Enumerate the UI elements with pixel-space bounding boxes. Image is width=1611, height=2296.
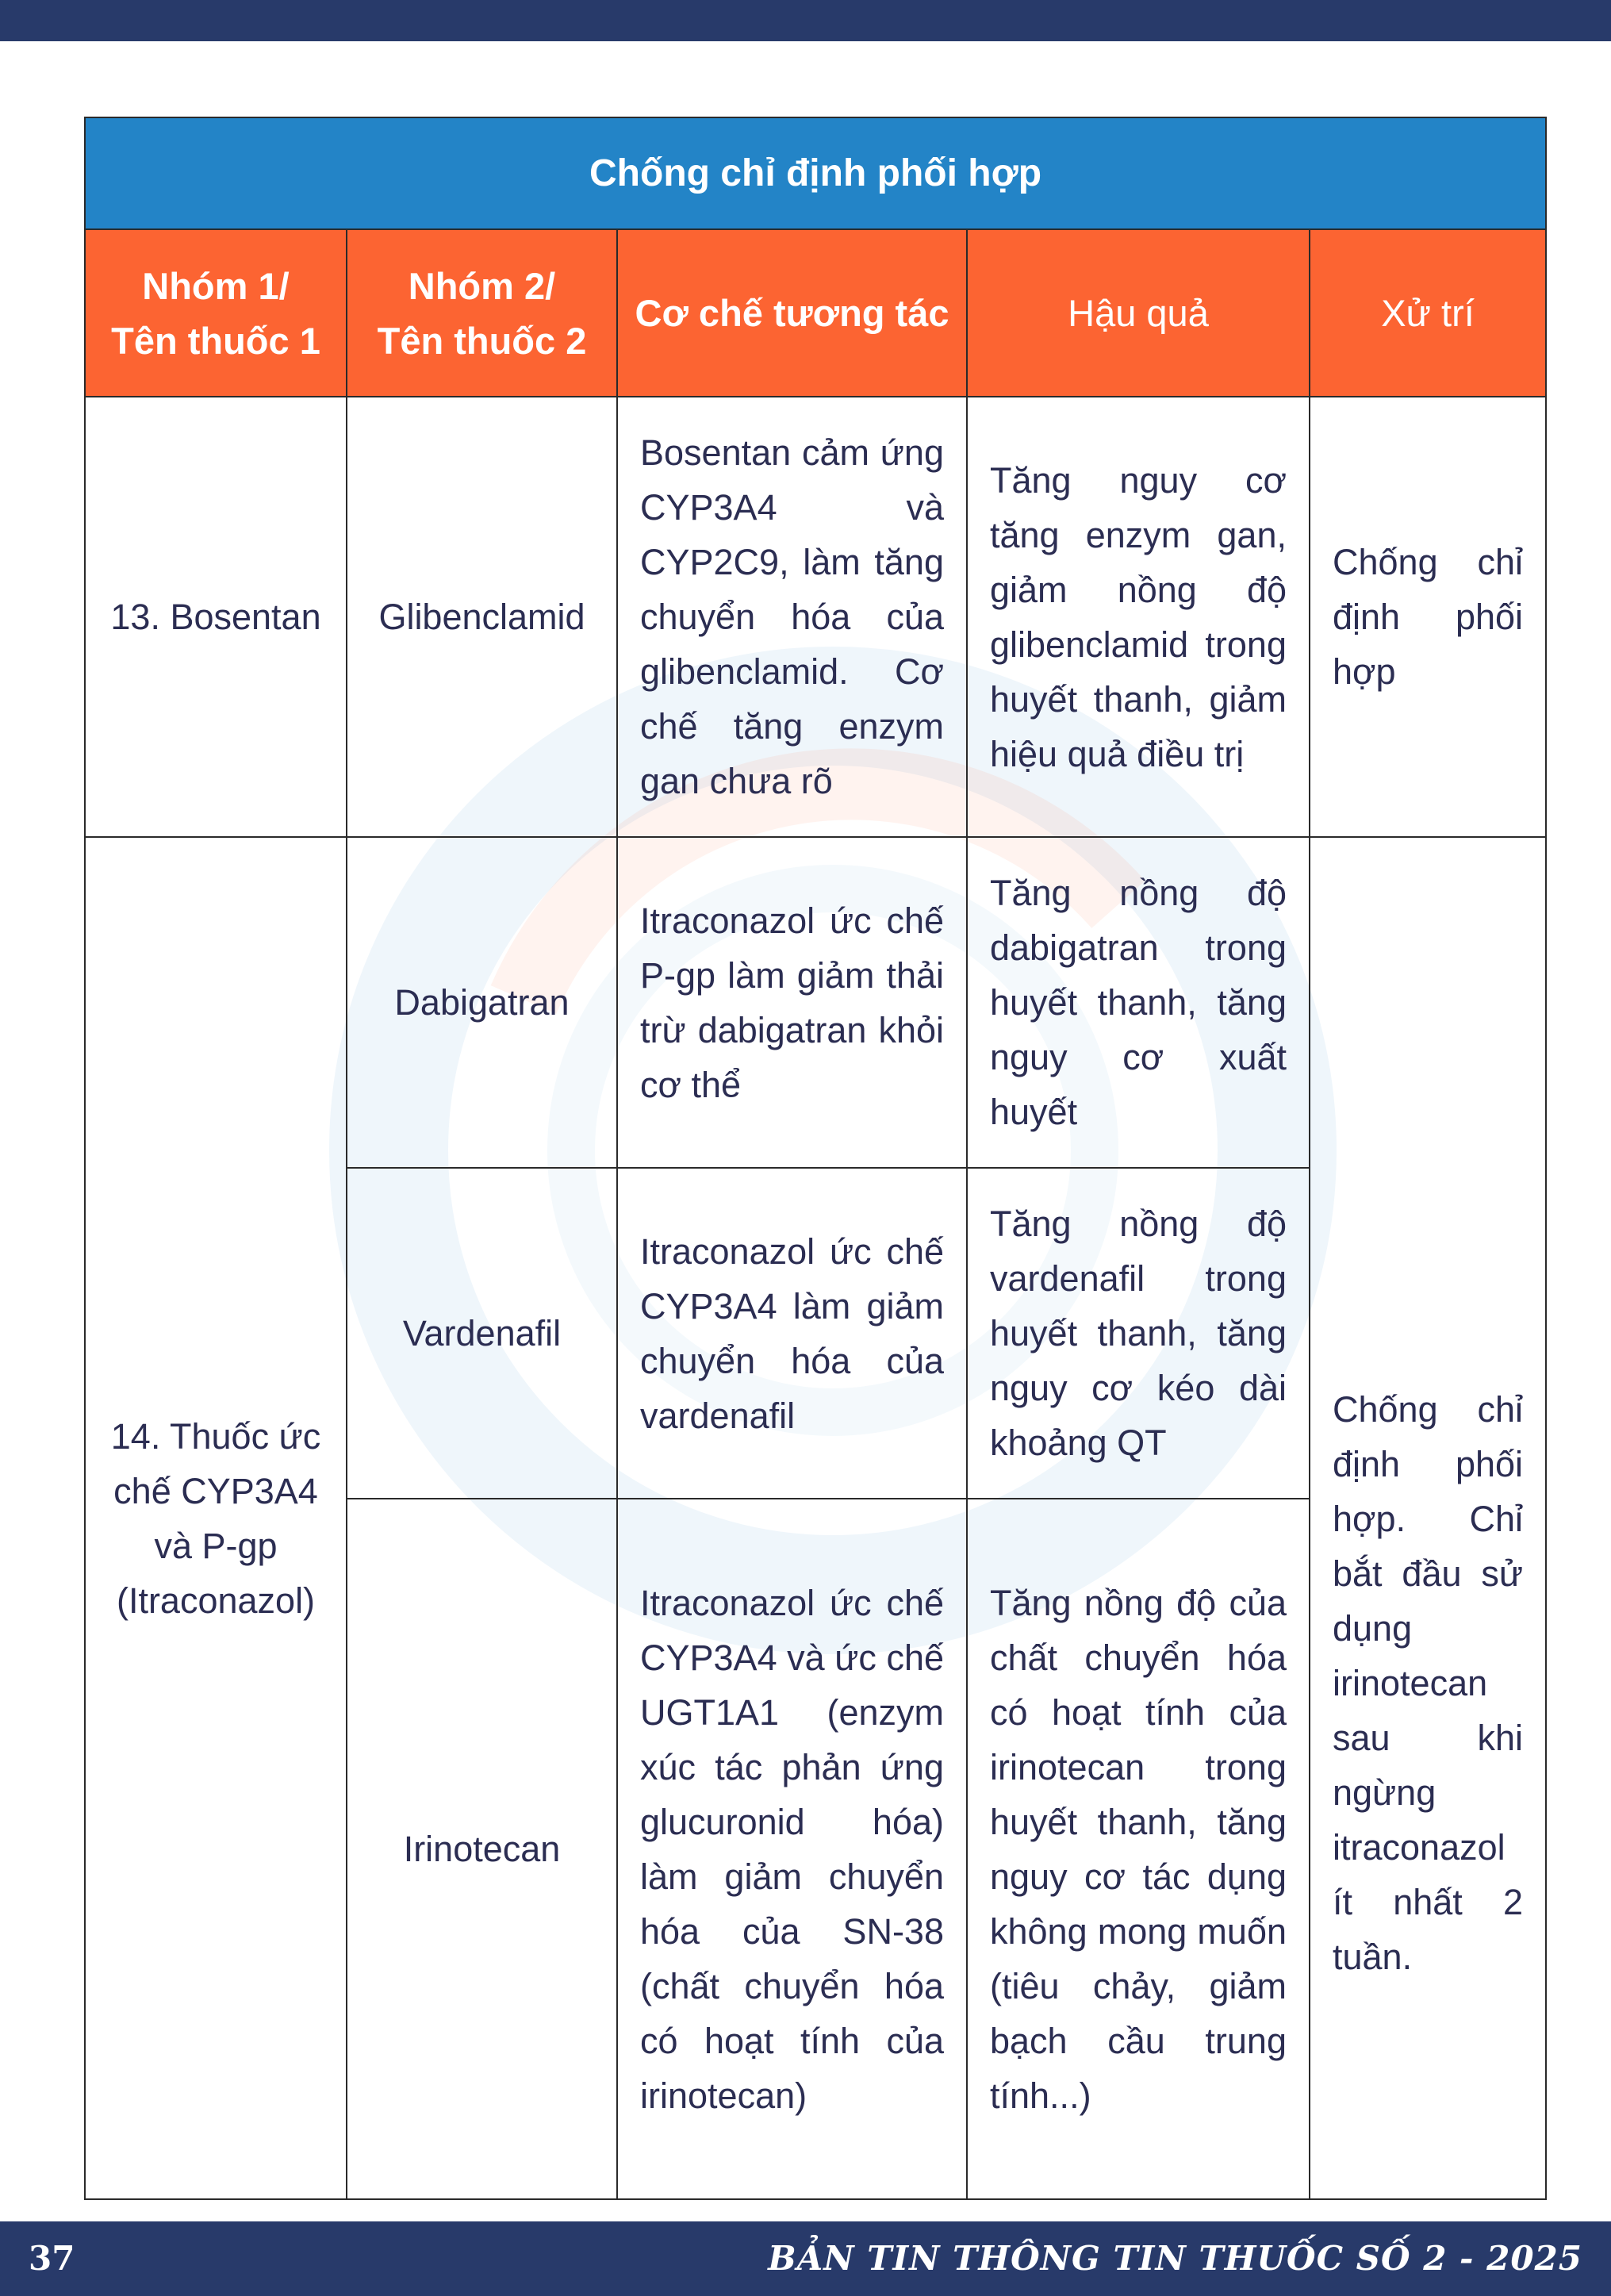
row3-group2: Vardenafil bbox=[347, 1168, 617, 1499]
row2-consequence: Tăng nồng độ dabigatran trong huyết thanh, tăng nguy cơ xuất huyết bbox=[967, 837, 1310, 1168]
row4-consequence: Tăng nồng độ của chất chuyển hóa có hoạt tính của irinotecan trong huyết thanh, tăng nguy cơ tác dụng không mong muốn (tiêu chảy, giảm bạch cầu trung tính...) bbox=[967, 1499, 1310, 2199]
header-group2-line1: Nhóm 2/ bbox=[408, 264, 556, 307]
table-row bbox=[85, 397, 1546, 837]
table-title: Chống chỉ định phối hợp bbox=[85, 117, 1546, 229]
row4-group2: Irinotecan bbox=[347, 1499, 617, 2199]
footer-bar bbox=[0, 2221, 1611, 2296]
row1-management: Chống chỉ định phối hợp bbox=[1310, 397, 1546, 837]
row1-group1: 13. Bosentan bbox=[85, 397, 347, 837]
page-number: 37 bbox=[29, 2239, 75, 2278]
header-group2 bbox=[347, 229, 617, 397]
row1-consequence: Tăng nguy cơ tăng enzym gan, giảm nồng độ glibenclamid trong huyết thanh, giảm hiệu quả điều trị bbox=[967, 397, 1310, 837]
row3-consequence: Tăng nồng độ vardenafil trong huyết thanh, tăng nguy cơ kéo dài khoảng QT bbox=[967, 1168, 1310, 1499]
row1-group2: Glibenclamid bbox=[347, 397, 617, 837]
header-group1-line1: Nhóm 1/ bbox=[142, 264, 290, 307]
row2-group1: 14. Thuốc ức chế CYP3A4 và P-gp (Itraconazol) bbox=[85, 837, 347, 2199]
row3-mechanism: Itraconazol ức chế CYP3A4 làm giảm chuyển hóa của vardenafil bbox=[617, 1168, 967, 1499]
bulletin-title: BẢN TIN THÔNG TIN THUỐC SỐ 2 - 2025 bbox=[768, 2239, 1582, 2278]
row2-group2: Dabigatran bbox=[347, 837, 617, 1168]
header-group1 bbox=[85, 229, 347, 397]
row3-management: Chống chỉ định phối hợp. Chỉ bắt đầu sử dụng irinotecan sau khi ngừng itraconazol ít nhất 2 tuần. bbox=[1310, 1168, 1546, 2199]
row1-mechanism: Bosentan cảm ứng CYP3A4 và CYP2C9, làm tăng chuyển hóa của glibenclamid. Cơ chế tăng enzym gan chưa rõ bbox=[617, 397, 967, 837]
header-consequence: Hậu quả bbox=[967, 229, 1310, 397]
header-mechanism: Cơ chế tương tác bbox=[617, 229, 967, 397]
header-group2-line2: Tên thuốc 2 bbox=[377, 319, 587, 362]
interaction-table bbox=[84, 117, 1547, 2200]
header-group1-line2: Tên thuốc 1 bbox=[111, 319, 320, 362]
top-banner bbox=[0, 0, 1611, 41]
row2-mechanism: Itraconazol ức chế P-gp làm giảm thải trừ dabigatran khỏi cơ thể bbox=[617, 837, 967, 1168]
table-row bbox=[85, 837, 1546, 1168]
row2-management bbox=[1310, 837, 1546, 1168]
row4-mechanism: Itraconazol ức chế CYP3A4 và ức chế UGT1A1 (enzym xúc tác phản ứng glucuronid hóa) làm giảm chuyển hóa của SN-38 (chất chuyển hóa có hoạt tính của irinotecan) bbox=[617, 1499, 967, 2199]
header-management: Xử trí bbox=[1310, 229, 1546, 397]
